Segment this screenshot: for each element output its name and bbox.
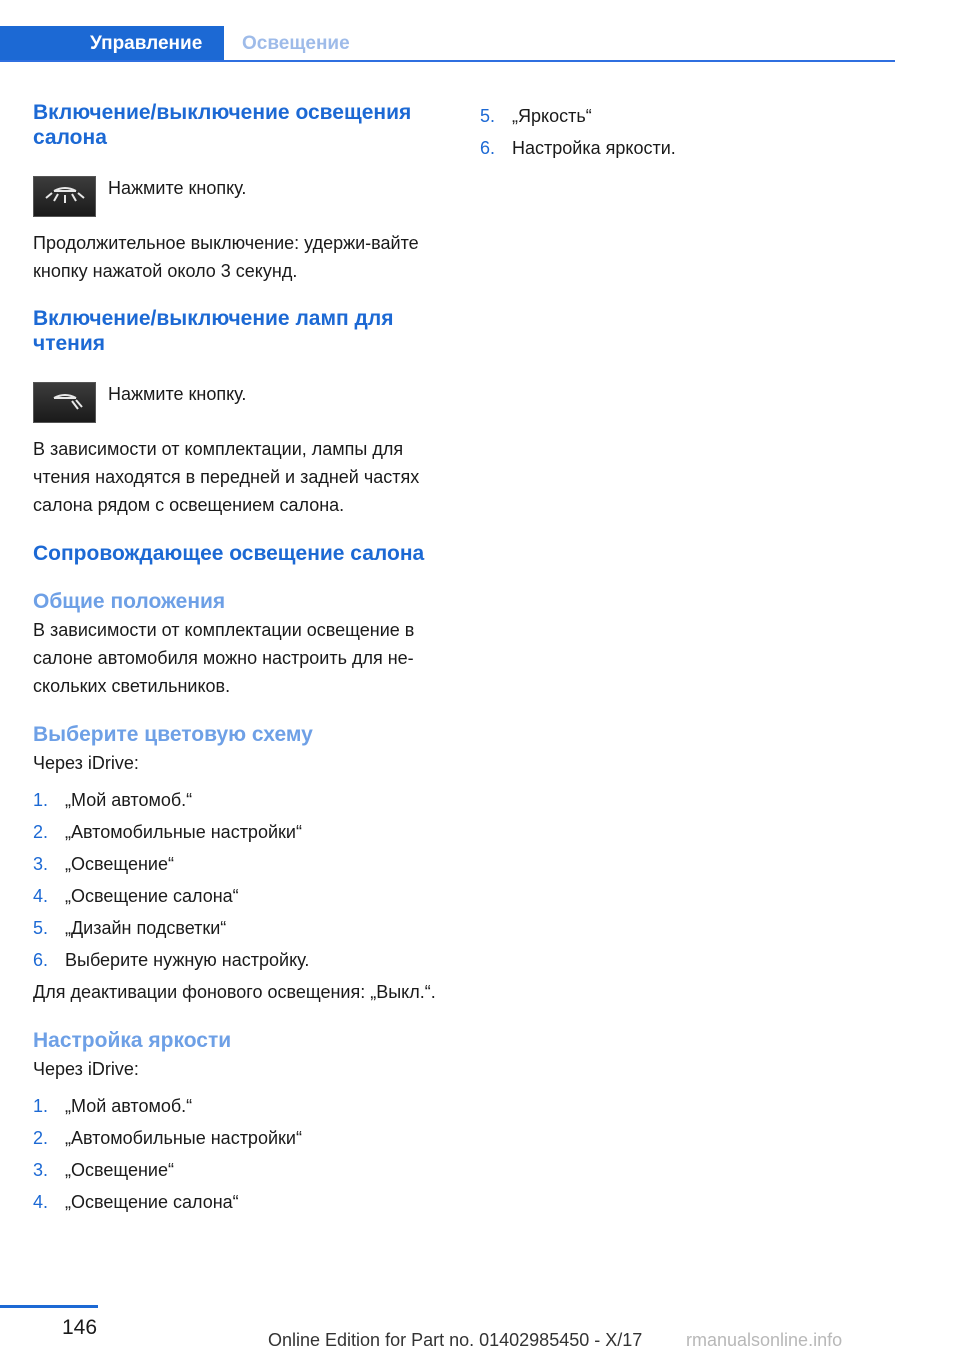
color-scheme-deactivate: Для деактивации фонового освещения: „Выкл.“. <box>33 982 436 1002</box>
step-text: „Мой автомоб.“ <box>65 1096 193 1116</box>
brightness-steps <box>33 1090 451 1218</box>
interior-light-button-text: Нажмите кнопку. <box>108 178 247 198</box>
step-text: „Яркость“ <box>512 106 592 126</box>
list-item <box>480 100 900 132</box>
step-number: 1. <box>33 790 49 810</box>
edition-text: Online Edition for Part no. 01402985450 - X/17 <box>268 1330 643 1350</box>
step-number: 3. <box>33 854 49 874</box>
list-item <box>33 816 451 848</box>
step-text: „Автомобильные настройки“ <box>65 822 302 842</box>
list-item <box>33 784 451 816</box>
subsection-title-general: Общие положения <box>33 590 226 613</box>
interior-light-instruction <box>33 176 451 217</box>
header-divider <box>0 60 895 62</box>
list-item <box>33 944 451 976</box>
step-number: 2. <box>33 1128 49 1148</box>
step-number: 5. <box>33 918 49 938</box>
step-number: 2. <box>33 822 49 842</box>
list-item <box>33 1186 451 1218</box>
step-text: „Автомобильные настройки“ <box>65 1128 302 1148</box>
step-number: 4. <box>33 1192 49 1212</box>
section-title-reading-lights: Включение/выключение ламп для чтения <box>33 307 394 355</box>
tab-lighting[interactable]: Освещение <box>242 33 350 54</box>
reading-light-icon <box>33 382 96 423</box>
watermark-text: rmanualsonline.info <box>686 1330 843 1350</box>
left-column <box>33 100 451 1218</box>
list-item <box>33 1154 451 1186</box>
subsection-title-color-scheme: Выберите цветовую схему <box>33 723 313 746</box>
list-item <box>33 880 451 912</box>
step-text: „Освещение“ <box>65 1160 174 1180</box>
list-item <box>33 1122 451 1154</box>
reading-light-body: В зависимости от комплектации, лампы для чтения находятся в передней и задней частях салона рядом с освещением салона. <box>33 439 420 515</box>
step-number: 4. <box>33 886 49 906</box>
brightness-intro: Через iDrive: <box>33 1059 139 1079</box>
brightness-steps-continued <box>480 100 900 164</box>
page-number: 146 <box>62 1316 98 1339</box>
section-title-ambient-light: Сопровождающее освещение салона <box>33 542 425 565</box>
step-text: „Освещение“ <box>65 854 174 874</box>
list-item <box>480 132 900 164</box>
step-text: Настройка яркости. <box>512 138 676 158</box>
reading-light-instruction <box>33 382 451 423</box>
step-number: 3. <box>33 1160 49 1180</box>
step-number: 1. <box>33 1096 49 1116</box>
step-number: 6. <box>480 138 496 158</box>
step-text: Выберите нужную настройку. <box>65 950 310 970</box>
section-title-interior-light: Включение/выключение освещения салона <box>33 101 412 149</box>
step-text: „Мой автомоб.“ <box>65 790 193 810</box>
list-item <box>33 1090 451 1122</box>
reading-light-button-text: Нажмите кнопку. <box>108 384 247 404</box>
step-number: 5. <box>480 106 496 126</box>
list-item <box>33 848 451 880</box>
color-scheme-steps <box>33 784 451 976</box>
color-scheme-intro: Через iDrive: <box>33 753 139 773</box>
step-number: 6. <box>33 950 49 970</box>
tab-control[interactable]: Управление <box>0 26 224 62</box>
general-body: В зависимости от комплектации освещение в салоне автомобиля можно настроить для не‐скольких светильников. <box>33 620 415 696</box>
interior-light-icon <box>33 176 96 217</box>
right-column <box>480 100 900 164</box>
step-text: „Освещение салона“ <box>65 1192 239 1212</box>
list-item <box>33 912 451 944</box>
interior-light-body: Продолжительное выключение: удержи‐вайте кнопку нажатой около 3 секунд. <box>33 233 419 281</box>
step-text: „Освещение салона“ <box>65 886 239 906</box>
step-text: „Дизайн подсветки“ <box>65 918 227 938</box>
footer-divider <box>0 1305 98 1308</box>
subsection-title-brightness: Настройка яркости <box>33 1029 232 1052</box>
